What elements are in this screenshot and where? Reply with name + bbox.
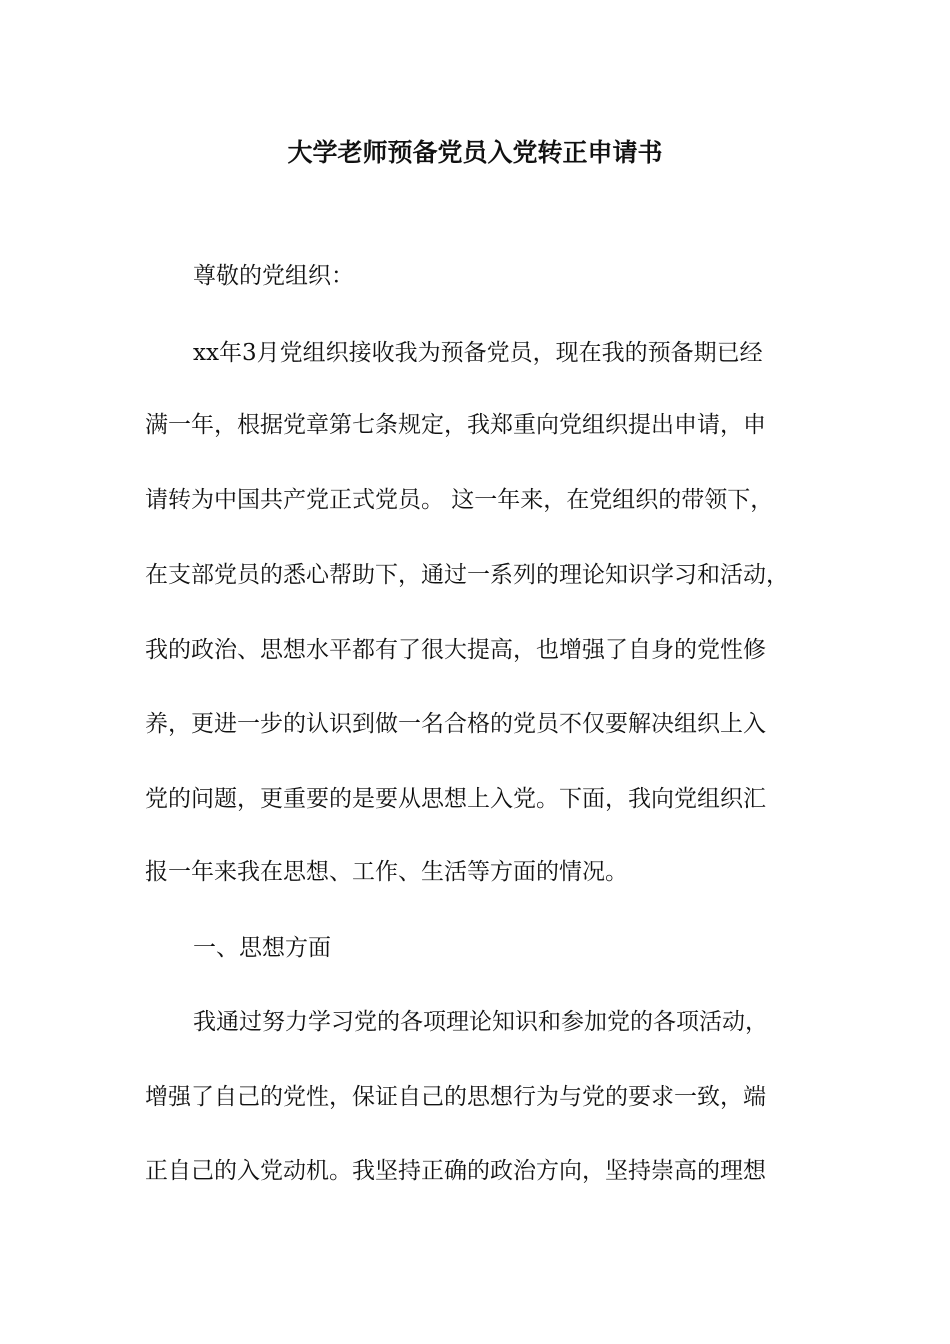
section-heading: 一、思想方面 — [193, 935, 331, 961]
body-line: 我通过努力学习党的各项理论知识和参加党的各项活动， — [193, 1009, 768, 1035]
body-line: 满一年，根据党章第七条规定，我郑重向党组织提出申请，申 — [145, 412, 766, 438]
document-title: 大学老师预备党员入党转正申请书 — [287, 138, 663, 167]
body-line: 我的政治、思想水平都有了很大提高，也增强了自身的党性修 — [145, 637, 766, 663]
body-line: 报一年来我在思想、工作、生活等方面的情况。 — [145, 859, 628, 885]
body-line: 在支部党员的悉心帮助下，通过一系列的理论知识学习和活动， — [145, 562, 789, 588]
body-line: 正自己的入党动机。我坚持正确的政治方向，坚持崇高的理想 — [145, 1158, 766, 1184]
body-line: 养，更进一步的认识到做一名合格的党员不仅要解决组织上入 — [145, 711, 766, 737]
body-line: 党的问题，更重要的是要从思想上入党。下面，我向党组织汇 — [145, 786, 766, 812]
salutation: 尊敬的党组织： — [193, 263, 354, 289]
body-line: 请转为中国共产党正式党员。 这一年来，在党组织的带领下， — [145, 487, 774, 513]
body-line: 增强了自己的党性，保证自己的思想行为与党的要求一致，端 — [145, 1084, 766, 1110]
body-line: xx年3月党组织接收我为预备党员，现在我的预备期已经 — [193, 340, 763, 366]
